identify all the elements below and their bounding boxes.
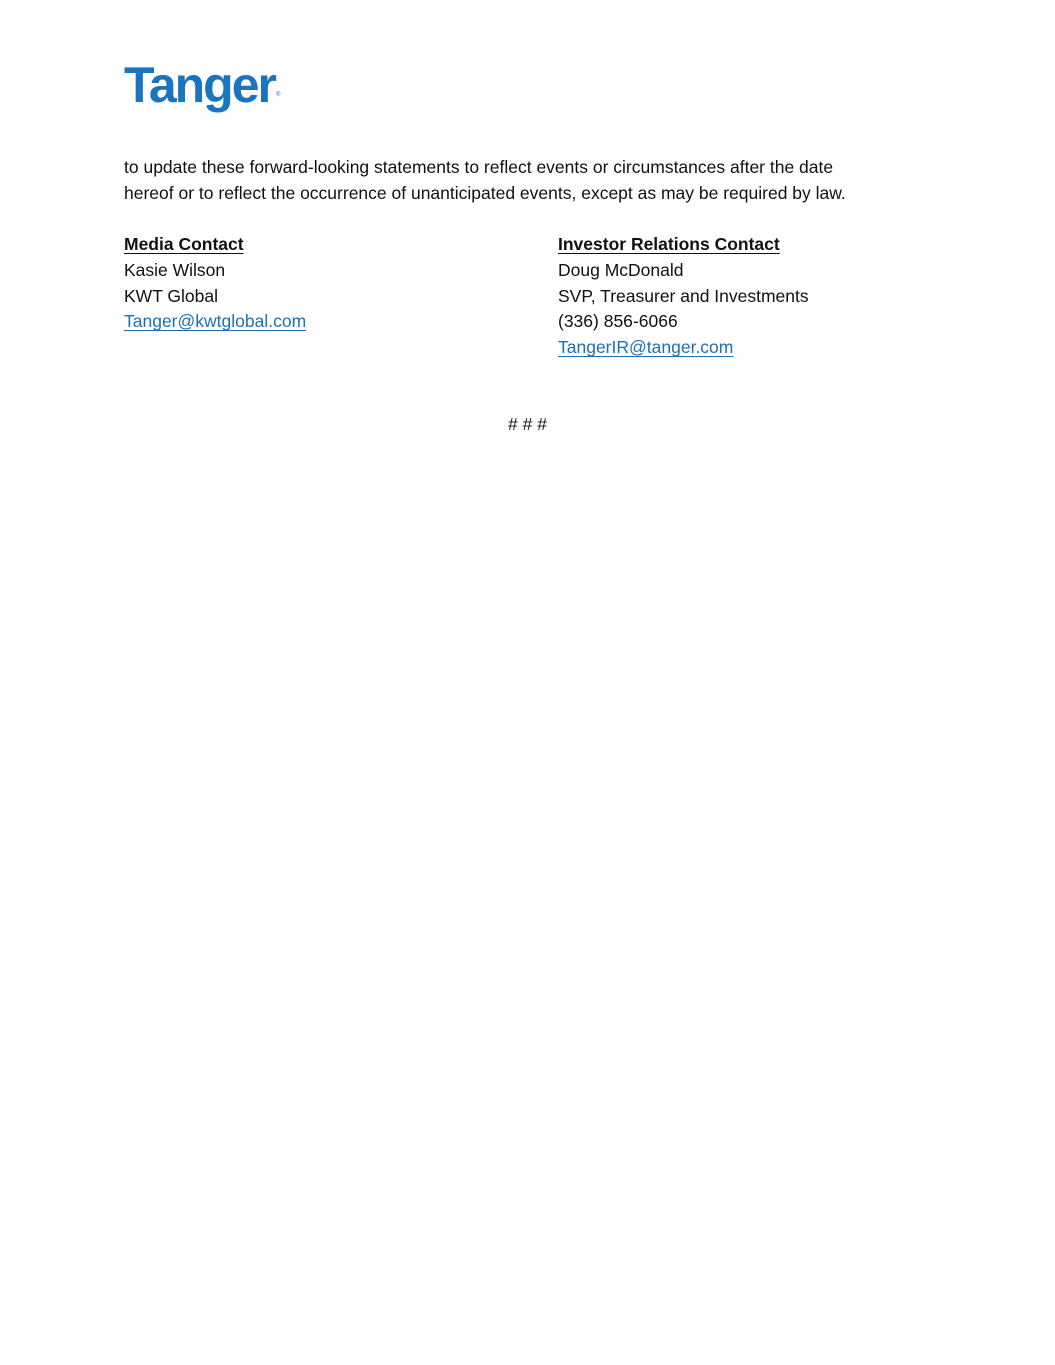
intro-line-2: hereof or to reflect the occurrence of unanticipated events, except as may be required by law. — [124, 182, 846, 203]
investor-contact-title: SVP, Treasurer and Investments — [558, 285, 809, 306]
forward-looking-statements-text — [124, 155, 924, 207]
tanger-logo — [124, 58, 284, 114]
media-contact-email-link[interactable]: Tanger@kwtglobal.com — [124, 311, 307, 332]
media-contact-block — [124, 232, 524, 335]
svg-text:®: ® — [276, 92, 281, 98]
media-contact-name: Kasie Wilson — [124, 259, 226, 280]
media-contact-heading: Media Contact — [124, 234, 244, 254]
investor-contact-phone: (336) 856-6066 — [558, 311, 678, 332]
investor-contact-email-link[interactable]: TangerIR@tanger.com — [558, 337, 734, 358]
investor-contact-name: Doug McDonald — [558, 259, 684, 280]
svg-text:Tanger: Tanger — [124, 58, 275, 113]
intro-line-1: to update these forward-looking statements to reflect events or circumstances after the date — [124, 157, 834, 177]
investor-contact-heading: Investor Relations Contact — [558, 234, 780, 254]
end-of-release-mark: # # # — [508, 414, 547, 434]
investor-relations-contact-block — [558, 232, 958, 361]
media-contact-company: KWT Global — [124, 285, 219, 306]
